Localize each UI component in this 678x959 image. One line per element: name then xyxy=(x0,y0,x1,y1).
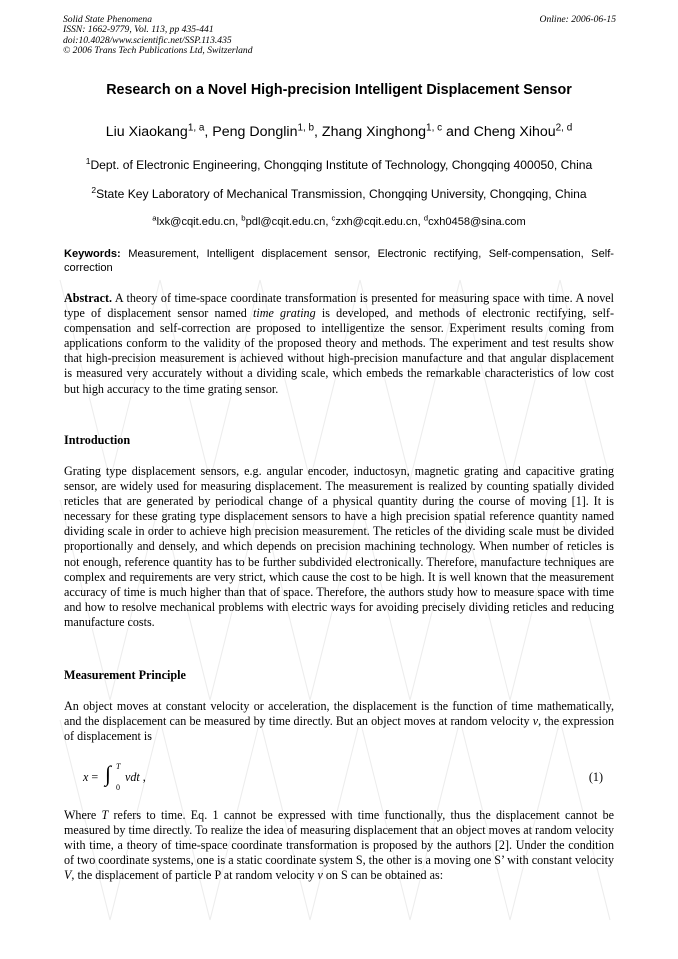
author-name: Peng Donglin xyxy=(212,124,298,140)
introduction-heading: Introduction xyxy=(64,433,131,447)
author-separator: , xyxy=(314,124,322,140)
doi-line: doi:10.4028/www.scientific.net/SSP.113.435 xyxy=(63,34,232,46)
keywords-text: Measurement, Intelligent displacement sensor, Electronic rectifying, Self-compensation, Self-correction xyxy=(64,248,614,274)
affiliation-sup: 1 xyxy=(85,155,91,166)
keywords xyxy=(64,247,614,275)
email-separator: , xyxy=(235,216,242,228)
email-address[interactable]: zxh@cqit.edu.cn xyxy=(335,216,418,228)
email-separator: , xyxy=(417,216,424,228)
equation-number: (1) xyxy=(588,770,603,784)
abstract-term: time grating xyxy=(252,306,316,321)
affiliation-1 xyxy=(0,155,678,172)
affiliation-sup: 2 xyxy=(91,184,97,195)
email-sup: a xyxy=(152,213,157,223)
keywords-label: Keywords: xyxy=(64,248,121,260)
author-separator: and xyxy=(442,124,474,140)
affiliation-text: State Key Laboratory of Mechanical Transmission, Chongqing University, Chongqing, China xyxy=(96,187,587,201)
abstract-text: A theory of time-space coordinate transformation is presented for measuring space with time. A novel type of displacement sensor named xyxy=(64,291,614,321)
issn-line: ISSN: 1662-9779, Vol. 113, pp 435-441 xyxy=(63,24,214,36)
copyright-line: © 2006 Trans Tech Publications Ltd, Switzerland xyxy=(63,45,253,57)
author-sup: 1, c xyxy=(426,122,443,134)
email-sup: b xyxy=(241,213,246,223)
online-date: Online: 2006-06-15 xyxy=(539,14,616,25)
equation-lhs: x = xyxy=(83,770,99,784)
author-separator: , xyxy=(204,124,213,140)
author-name: Zhang Xinghong xyxy=(321,124,427,140)
author-name: Cheng Xihou xyxy=(473,124,556,140)
abstract-paragraph xyxy=(64,291,614,397)
publication-info xyxy=(63,15,253,57)
affiliation-text: Dept. of Electronic Engineering, Chongqing Institute of Technology, Chongqing 400050, China xyxy=(90,158,593,172)
variable-v: v xyxy=(317,868,323,883)
abstract-text-cont: is developed, and methods of electronic rectifying, self-compensation and self-correction are proposed to intelligentize the sensor. Experiment results coming from applications conform to the validity of the proposed theory and methods. The experiment and test results show that high-precision measurement is achieved without high-precision manufacture and that angular displacement is measured very accurately without a dividing scale, which embeds the remarkable characteristics of low cost but high accuracy to the time grating sensor. xyxy=(64,306,614,396)
author-list xyxy=(0,124,678,140)
equation-integrand: vdt , xyxy=(125,770,146,784)
variable-v: v xyxy=(532,714,539,729)
email-address[interactable]: lxk@cqit.edu.cn xyxy=(156,216,236,228)
equation-1 xyxy=(83,762,603,792)
email-sup: d xyxy=(423,213,429,223)
principle-paragraph-2: Where T refers to time. Eq. 1 cannot be expressed with time functionally, thus the displacement cannot be measured by time directly. To realize the idea of measuring displacement that an object moves at random velocity with time, a theory of time-space coordinate transformation is proposed by the authors [2]. Under the condition of two coordinate systems, one is a static coordinate system S, the other is a moving one S’ with constant velocity V, the displacement of particle P at random velocity v on S can be obtained as: xyxy=(64,808,614,883)
principle-paragraph-1 xyxy=(64,699,614,744)
abstract-label: Abstract. xyxy=(64,291,113,305)
email-address[interactable]: pdl@cqit.edu.cn xyxy=(245,216,326,228)
integral-lower-limit: 0 xyxy=(116,783,120,792)
affiliation-2 xyxy=(0,184,678,201)
email-list xyxy=(0,213,678,228)
principle-text: An object moves at constant velocity or acceleration, the displacement is the function of time mathematically, and the displacement can be measured by time directly. But an object moves at random velocity xyxy=(64,699,614,729)
author-name: Liu Xiaokang xyxy=(105,124,188,140)
variable-T: T xyxy=(101,808,109,822)
author-sup: 1, b xyxy=(297,122,315,134)
author-sup: 1, a xyxy=(187,122,205,134)
principle-heading: Measurement Principle xyxy=(64,668,186,682)
author-sup: 2, d xyxy=(555,122,573,134)
integral-upper-limit: T xyxy=(116,762,121,771)
journal-name: Solid State Phenomena xyxy=(63,14,152,25)
email-separator: , xyxy=(325,216,332,228)
integral-sign: ∫ xyxy=(105,761,112,786)
email-address[interactable]: cxh0458@sina.com xyxy=(428,216,526,228)
paper-title: Research on a Novel High-precision Intelligent Displacement Sensor xyxy=(106,82,572,98)
introduction-paragraph: Grating type displacement sensors, e.g. angular encoder, inductosyn, magnetic grating and capacitive grating sensor, are widely used for measuring displacement. The measurement is realized by counting spatially divided reticles that are generated by periodical change of a physical quantity during the course of moving [1]. It is necessary for these grating type displacement sensors to have a high precision spatial reference quantity named dividing scale in order to achieve high precision measurement. The reticles of the dividing scale must be divided proportionally and densely, and which depends on precision machining technology. When number of reticles is not enough, reference quantity has to be further subdivided electronically. Therefore, manufacture techniques are complex and requirements are very strict, which cause the cost to be high. It is well known that the measurement accuracy of time is much higher than that of space. Therefore, the authors study how to measure space with time and how to resolve mechanical problems with electric ways for avoiding precisely dividing reticles and reducing manufacture costs. xyxy=(64,464,614,629)
variable-V: V xyxy=(64,868,72,883)
email-sup: c xyxy=(331,213,336,223)
principle-text-cont: , the expression of displacement is xyxy=(64,714,614,744)
